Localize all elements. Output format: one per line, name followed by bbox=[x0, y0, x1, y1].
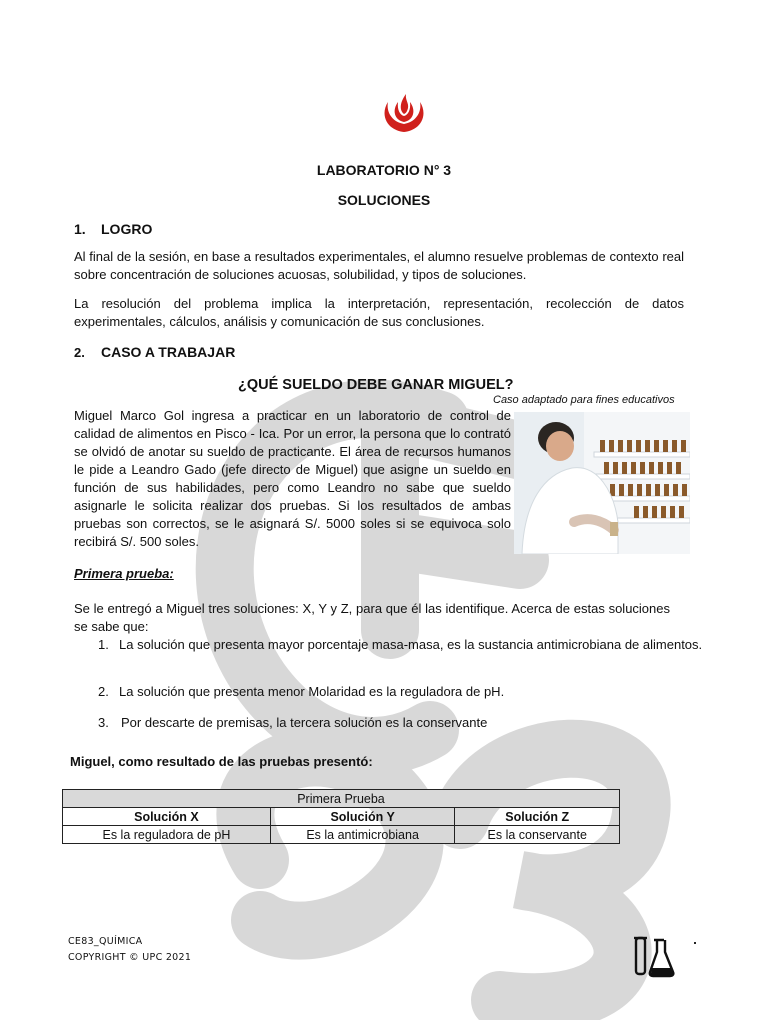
lab-title: LABORATORIO N° 3 bbox=[316, 162, 452, 178]
lab-subtitle: SOLUCIONES bbox=[337, 192, 431, 208]
section-caso-heading: CASO A TRABAJAR bbox=[101, 344, 236, 360]
column-header: Solución Z bbox=[455, 808, 620, 826]
lab-flask-icon bbox=[630, 936, 676, 978]
lab-technician-photo bbox=[514, 412, 690, 554]
section-logro-number: 1. bbox=[74, 221, 86, 237]
primera-intro: Se le entregó a Miguel tres soluciones: X, Y y Z, para que él las identifique. Acerca de estas soluciones se sabe que: bbox=[74, 601, 670, 634]
section-caso-number: 2. bbox=[74, 345, 85, 360]
premise-text: La solución que presenta menor Molaridad es la reguladora de pH. bbox=[119, 684, 505, 699]
section-logro-heading: LOGRO bbox=[101, 221, 153, 237]
footer-copyright: COPYRIGHT © UPC 2021 bbox=[68, 952, 192, 963]
case-question-title: ¿QUÉ SUELDO DEBE GANAR MIGUEL? bbox=[238, 377, 514, 393]
primera-prueba-label: Primera prueba: bbox=[74, 566, 174, 581]
table-row bbox=[63, 826, 620, 844]
logro-paragraph-2: La resolución del problema implica la interpretación, representación, recolección de datos experimentales, cálculos, análisis y comunicación de sus conclusiones. bbox=[74, 296, 684, 329]
case-story: Miguel Marco Gol ingresa a practicar en un laboratorio de control de calidad de alimentos en Pisco - Ica. Por un error, la persona que lo contrató se olvidó de anotar su sueldo de practicante. El área de recursos humanos le pide a Leandro Gado (jefe directo de Miguel) que asigne un sueldo en función de sus habilidades, pero como Leandro no sabe que sueldo asignarle le solicita realizar dos pruebas. Si los resultados de ambas pruebas son correctos, se le asignará S/. 5000 soles si se equivoca solo recibirá S/. 500 soles. bbox=[74, 408, 511, 549]
logro-paragraph-1: Al final de la sesión, en base a resultados experimentales, el alumno resuelve problemas de contexto real sobre concentración de soluciones acuosas, solubilidad, y tipos de soluciones. bbox=[74, 249, 684, 282]
stray-dot bbox=[694, 942, 696, 944]
premise-number: 1. bbox=[98, 637, 109, 652]
table-cell: Es la reguladora de pH bbox=[63, 826, 271, 844]
footer-course: CE83_QUÍMICA bbox=[68, 936, 143, 947]
premise-text: Por descarte de premisas, la tercera solución es la conservante bbox=[121, 715, 488, 730]
results-label: Miguel, como resultado de las pruebas presentó: bbox=[70, 754, 373, 769]
case-caption: Caso adaptado para fines educativos bbox=[493, 394, 675, 406]
upc-logo bbox=[380, 92, 428, 134]
premise-number: 2. bbox=[98, 684, 109, 699]
table-title: Primera Prueba bbox=[63, 790, 620, 808]
table-cell: Es la antimicrobiana bbox=[270, 826, 455, 844]
column-header: Solución Y bbox=[270, 808, 455, 826]
premise-text: La solución que presenta mayor porcentaje masa-masa, es la sustancia antimicrobiana de alimentos. bbox=[119, 637, 703, 652]
table-header-row bbox=[63, 808, 620, 826]
table-cell: Es la conservante bbox=[455, 826, 620, 844]
premise-number: 3. bbox=[98, 715, 109, 730]
column-header: Solución X bbox=[63, 808, 271, 826]
results-table bbox=[62, 789, 620, 844]
